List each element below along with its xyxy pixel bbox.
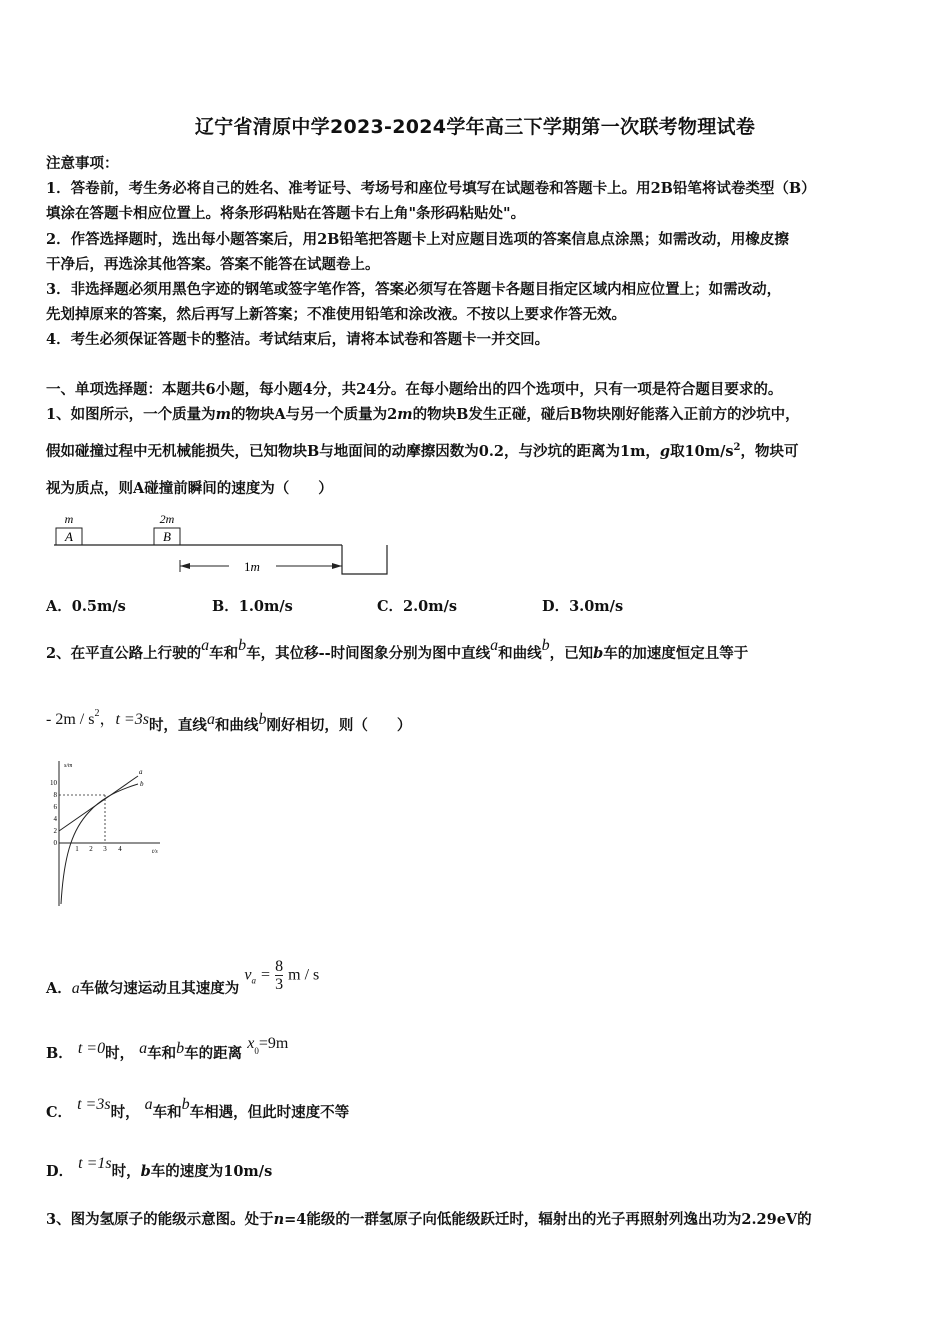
q2-option-a[interactable]: A．a车做匀速运动且其速度为 $v_a$ = $\frac{8}{3}$ m / s xyxy=(46,958,320,997)
y-tick-label: 2 xyxy=(53,827,57,835)
y-tick-label: 4 xyxy=(53,815,57,823)
q2-option-d[interactable]: D． t =1s时，b车的速度为10m/s xyxy=(46,1155,273,1180)
q1-collision-figure xyxy=(44,508,404,584)
notice-heading: 注意事项： xyxy=(46,155,119,172)
label-curve-a: a xyxy=(139,768,143,776)
x-tick-label: 4 xyxy=(118,845,122,853)
label-curve-b: b xyxy=(140,780,144,788)
q1-option-a[interactable]: A．0.5m/s xyxy=(46,598,126,615)
notice-line: 3．非选择题必须用黑色字迹的钢笔或签字笔作答，答案必须写在答题卡各题目指定区域内相应位置上；如需改动， xyxy=(46,281,782,298)
x-tick-label: 1 xyxy=(75,845,79,853)
x-tick-label: 2 xyxy=(89,845,93,853)
notice-line: 填涂在答题卡相应位置上。将条形码粘贴在答题卡右上角"条形码粘贴处"。 xyxy=(46,205,526,222)
label-a: A xyxy=(65,529,73,544)
section-heading: 一、单项选择题：本题共6小题，每小题4分，共24分。在每小题给出的四个选项中，只有一项是符合题目要求的。 xyxy=(46,381,783,398)
label-b: B xyxy=(163,529,171,544)
page-title: 辽宁省清原中学2023-2024学年高三下学期第一次联考物理试卷 xyxy=(194,116,756,138)
label-m: m xyxy=(64,512,74,526)
y-tick-label: 6 xyxy=(53,803,57,811)
notice-line: 先划掉原来的答案，然后再写上新答案；不准使用铅笔和涂改液。不按以上要求作答无效。 xyxy=(46,306,626,323)
label-2m: 2m xyxy=(159,512,175,526)
y-tick-label: 10 xyxy=(50,779,57,787)
y-axis-label: s/m xyxy=(64,763,73,769)
q2-displacement-graph xyxy=(44,756,174,908)
notice-line: 干净后，再选涂其他答案。答案不能答在试题卷上。 xyxy=(46,256,380,273)
notice-line: 4．考生必须保证答题卡的整洁。考试结束后，请将本试卷和答题卡一并交回。 xyxy=(46,331,550,348)
q2-option-b[interactable]: B． t =0时， a车和b车的距离 $x_0=9m$ xyxy=(46,1035,289,1062)
x-axis-label: t/s xyxy=(152,849,158,855)
x-tick-label: 3 xyxy=(103,845,107,853)
q1-option-d[interactable]: D．3.0m/s xyxy=(542,598,624,615)
q2-line-2: - $2m / s^2$，t =3s时，直线a和曲线b刚好相切，则（ ） xyxy=(46,708,412,734)
notice-line: 1．答卷前，考生务必将自己的姓名、准考证号、考场号和座位号填写在试题卷和答题卡上。用2B铅笔将试卷类型（B） xyxy=(46,180,816,197)
q1-line-1: 1、如图所示，一个质量为m的物块A与另一个质量为2m的物块B发生正碰，碰后B物块刚好能落入正前方的沙坑中， xyxy=(46,406,800,423)
arrow-right xyxy=(332,563,342,569)
q1-option-c[interactable]: C．2.0m/s xyxy=(377,598,458,615)
arrow-left xyxy=(180,563,190,569)
q3-line-1: 3、图为氢原子的能级示意图。处于n=4能级的一群氢原子向低能级跃迁时，辐射出的光子再照射列逸出功为2.29eV的 xyxy=(46,1211,812,1228)
distance-label: 1m xyxy=(244,559,260,574)
notice-line: 2．作答选择题时，选出每小题答案后，用2B铅笔把答题卡上对应题目选项的答案信息点涂黑；如需改动，用橡皮擦 xyxy=(46,231,789,248)
q1-line-2: 假如碰撞过程中无机械能损失，已知物块B与地面间的动摩擦因数为0.2，与沙坑的距离为1m，g取$10m/s^2$，物块可 xyxy=(46,442,799,460)
curve-b xyxy=(61,784,138,904)
q2-line-1: 2、在平直公路上行驶的a车和b车，其位移--时间图象分别为图中直线a和曲线b，已知b车的加速度恒定且等于 xyxy=(46,637,749,662)
q1-line-3: 视为质点，则A碰撞前瞬间的速度为（ ） xyxy=(46,480,333,497)
q2-option-c[interactable]: C． t =3s时， a车和b车相遇，但此时速度不等 xyxy=(46,1096,350,1121)
y-tick-label: 0 xyxy=(53,839,57,847)
sand-pit xyxy=(342,545,387,574)
q1-option-b[interactable]: B．1.0m/s xyxy=(212,598,293,615)
y-tick-label: 8 xyxy=(53,791,57,799)
